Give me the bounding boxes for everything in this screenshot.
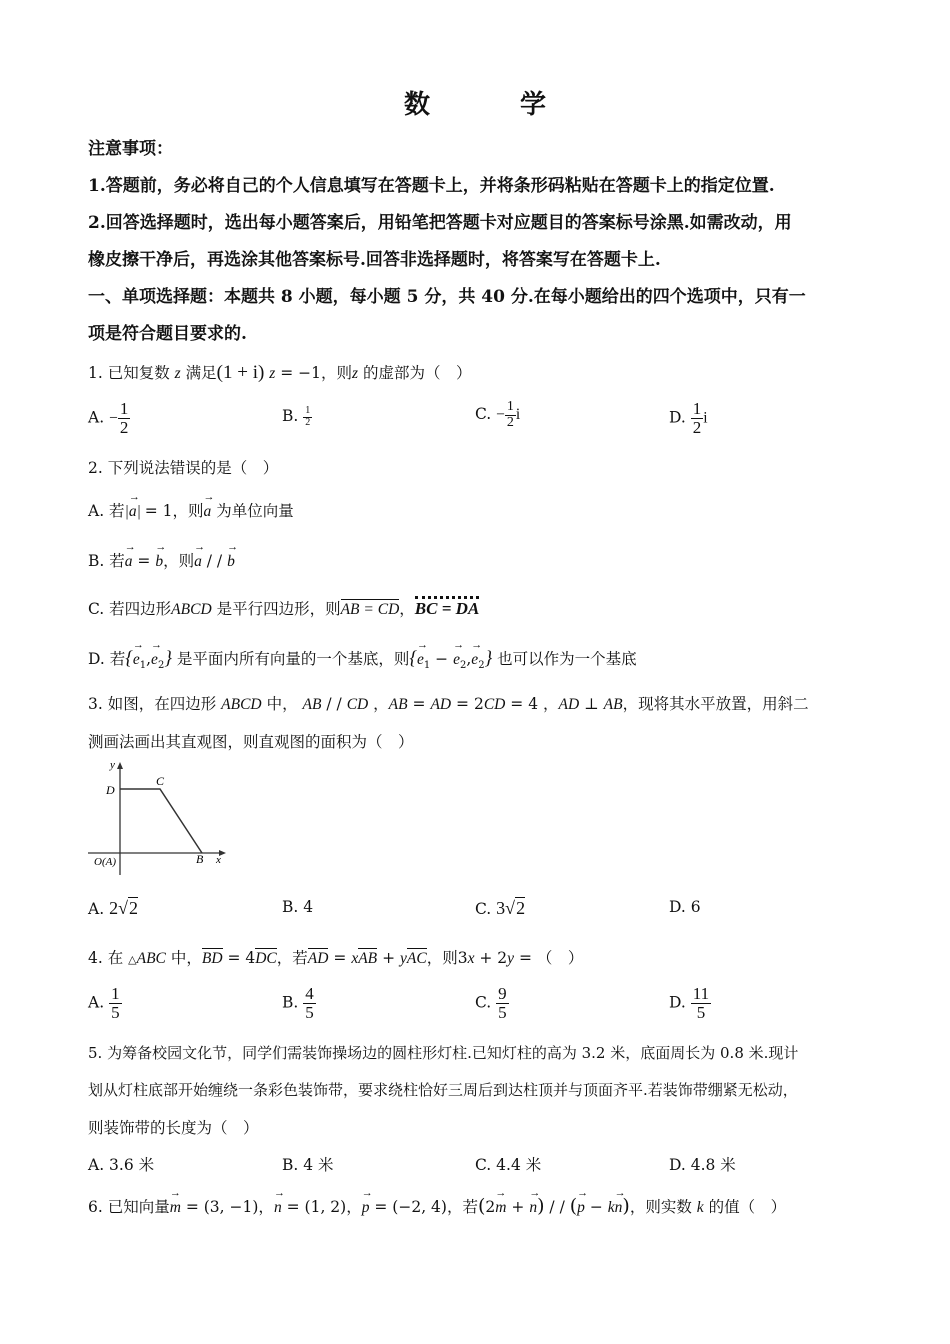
- q3-option-d: D. 6: [669, 898, 701, 916]
- question-3-cont: 测画法画出其直观图，则直观图的面积为（ ）: [88, 733, 414, 751]
- q2-option-a: A. 若|→ a| = 1，则→ a 为单位向量: [88, 499, 294, 521]
- q3-option-a: A. 2√2: [88, 898, 138, 918]
- q1-option-d: D. $\frac{1}{2}$ i: [669, 399, 708, 437]
- fig-y-label: y: [110, 760, 115, 771]
- q2-option-d: D. 若{→ $e_1,\to e_2$} 是平面内所有向量的一个基底，则{→ $e_1$ − → $e_2,\to e_2$} 也可以作为一个基底: [88, 647, 637, 671]
- notice-heading: 注意事项：: [88, 139, 173, 159]
- notice-item-2-cont: 橡皮擦干净后，再选涂其他答案标号.回答非选择题时，将答案写在答题卡上.: [88, 250, 661, 270]
- section-1-heading: 一、单项选择题：本题共 8 小题，每小题 5 分，共 40 分.在每小题给出的四个选项中，只有一: [88, 287, 806, 307]
- question-6: 6. 已知向量→ m = (3, −1)，→ n = (1, 2)，→ p = (−2, 4)，若(2→ m + → n) / / (→ p − k→ n)，则实数 k 的值（ ）: [88, 1195, 786, 1217]
- q3-figure: [88, 760, 228, 880]
- question-5: 5. 为筹备校园文化节，同学们需装饰操场边的圆柱形灯柱.已知灯柱的高为 3.2 米，底面周长为 0.8 米.现计: [88, 1044, 799, 1062]
- fig-b-label: B: [196, 852, 204, 866]
- question-1: 1. 已知复数 z 满足(1 + i) z = −1，则z 的虚部为（ ）: [88, 362, 472, 383]
- notice-item-1: 1.答题前，务必将自己的个人信息填写在答题卡上，并将条形码粘贴在答题卡上的指定位置.: [88, 176, 775, 196]
- q2-option-b: B. 若→ a = → b，则→ a / / → b: [88, 549, 235, 571]
- q4-option-d: D. $\frac{11}{5}$: [669, 984, 710, 1022]
- question-4: 4. 在 △ABC 中，BD = 4DC，若AD = xAB + yAC，则3x + 2y = （ ）: [88, 949, 584, 967]
- q3-option-c: C. 3√2: [475, 898, 526, 918]
- q1-option-c: C. − $\frac{1}{2}$ i: [475, 399, 521, 430]
- q3-option-b: B. 4: [282, 898, 314, 916]
- question-5-cont-1: 划从灯柱底部开始缠绕一条彩色装饰带，要求绕柱恰好三周后到达柱顶并与顶面齐平.若装饰带绷紧无松动，: [88, 1081, 798, 1099]
- section-1-heading-cont: 项是符合题目要求的.: [88, 324, 247, 344]
- fig-o-label: O(A): [94, 856, 116, 868]
- q1-option-a: A. − $\frac{1}{2}$: [88, 399, 129, 437]
- fig-c-label: C: [156, 774, 165, 788]
- q4-option-a: A. $\frac{1}{5}$: [88, 984, 120, 1022]
- q5-option-a: A. 3.6 米: [88, 1156, 155, 1174]
- fig-d-label: D: [106, 783, 115, 797]
- question-3: 3. 如图，在四边形 ABCD 中， AB / / CD ，AB = AD = 2CD = 4 ，AD ⊥ AB，现将其水平放置，用斜二: [88, 695, 809, 713]
- q1-option-b: B. $\frac{1}{2}$: [282, 405, 311, 428]
- q5-option-c: C. 4.4 米: [475, 1156, 542, 1174]
- q5-option-b: B. 4 米: [282, 1156, 334, 1174]
- question-5-cont-2: 则装饰带的长度为（ ）: [88, 1119, 259, 1137]
- fig-x-label: x: [216, 854, 221, 866]
- q4-option-b: B. $\frac{4}{5}$: [282, 984, 314, 1022]
- q5-option-d: D. 4.8 米: [669, 1156, 736, 1174]
- notice-item-2: 2.回答选择题时，选出每小题答案后，用铅笔把答题卡对应题目的答案标号涂黑.如需改动，用: [88, 213, 792, 233]
- q2-option-c: C. 若四边形ABCD 是平行四边形，则AB = CD，BC = DA: [88, 597, 479, 619]
- q4-option-c: C. $\frac{9}{5}$: [475, 984, 507, 1022]
- question-2: 2. 下列说法错误的是（ ）: [88, 459, 279, 477]
- page-title: 数 学: [403, 90, 547, 120]
